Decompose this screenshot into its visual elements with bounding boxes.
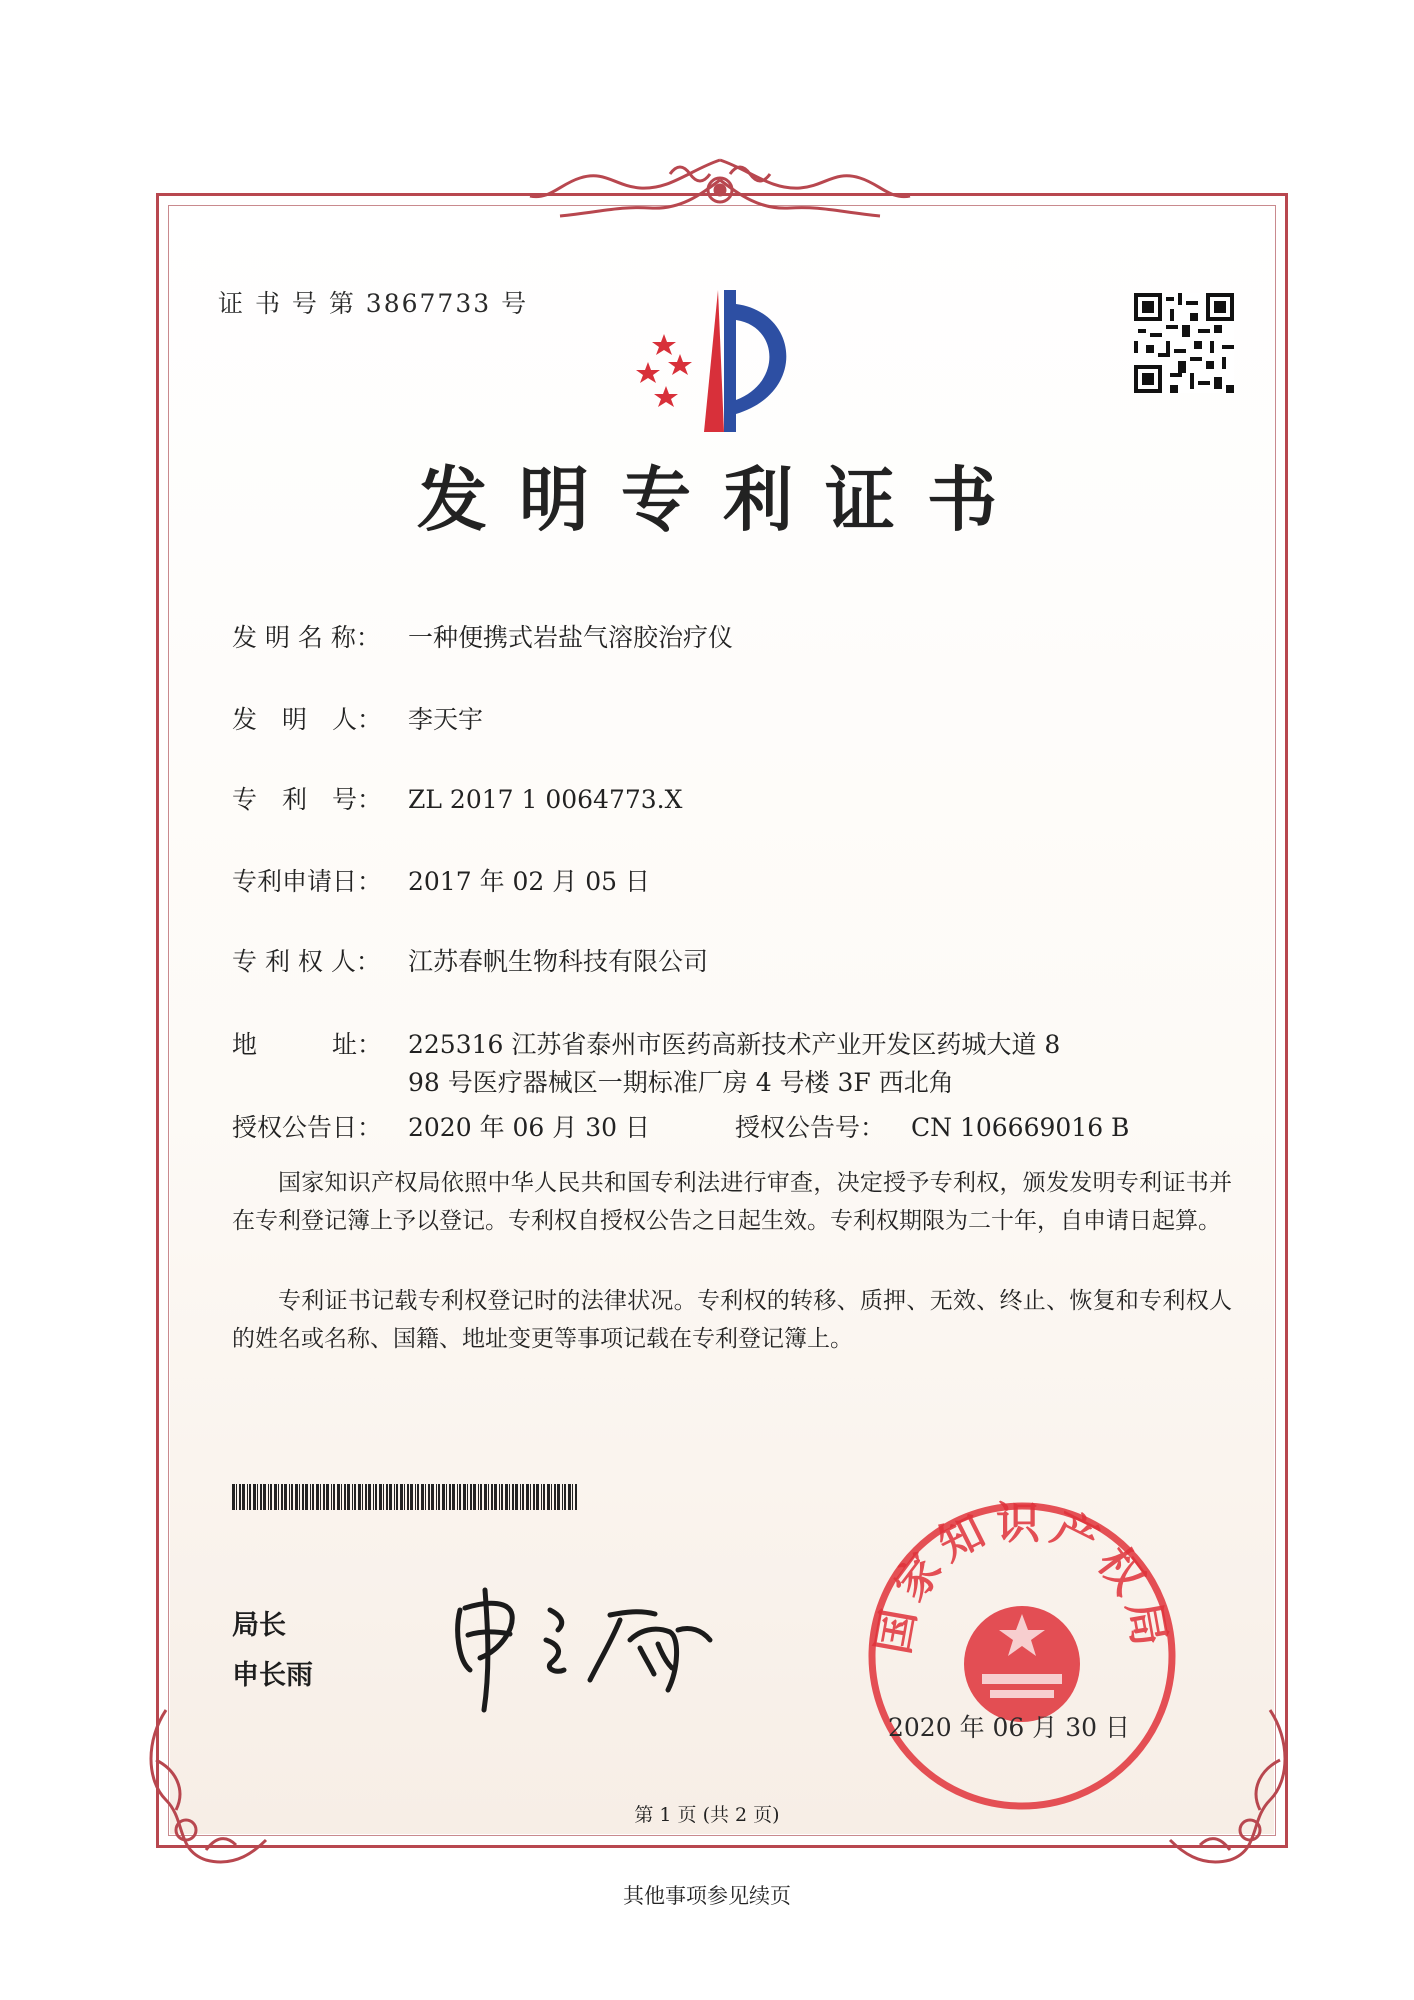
grant-number-label: 授权公告号： — [735, 1113, 886, 1142]
field-inventor — [232, 700, 483, 736]
grant-date-label: 授权公告日： — [232, 1113, 383, 1142]
statement-paragraph-1: 国家知识产权局依照中华人民共和国专利法进行审查，决定授予专利权，颁发发明专利证书并在专利登记簿上予以登记。专利权自授权公告之日起生效。专利权期限为二十年，自申请日起算。 — [232, 1170, 1232, 1234]
top-ornament — [520, 150, 920, 230]
statement-paragraph-2: 专利证书记载专利权登记时的法律状况。专利权的转移、质押、无效、终止、恢复和专利权人的姓名或名称、国籍、地址变更等事项记载在专利登记簿上。 — [232, 1288, 1232, 1352]
address-line-2: 98 号医疗器械区一期标准厂房 4 号楼 3F 西北角 — [408, 1068, 954, 1097]
footer-note: 其他事项参见续页 — [623, 1884, 791, 1908]
patentee-value: 江苏春帆生物科技有限公司 — [408, 947, 709, 976]
field-grant-announcement-date — [232, 1108, 650, 1144]
seal-date: 2020 年 06 月 30 日 — [888, 1713, 1130, 1742]
patentee-label: 专 利 权 人： — [232, 947, 381, 976]
director-title: 局长 — [232, 1610, 286, 1641]
seal-text: 国家知识产权局 — [867, 1497, 1177, 1658]
page-indicator: 第 1 页 (共 2 页) — [634, 1804, 780, 1826]
director-name: 申长雨 — [232, 1660, 313, 1691]
field-application-date — [232, 862, 650, 898]
application-date-value: 2017 年 02 月 05 日 — [408, 867, 650, 896]
grant-number-value: CN 106669016 B — [911, 1113, 1130, 1142]
inventor-label: 发 明 人： — [232, 705, 383, 734]
official-seal — [862, 1496, 1182, 1816]
field-address — [232, 1025, 1061, 1097]
address-line-1: 225316 江苏省泰州市医药高新技术产业开发区药城大道 8 — [408, 1030, 1061, 1059]
address-label: 地 址： — [232, 1030, 383, 1059]
field-patent-number — [232, 780, 682, 816]
inventor-value: 李天宇 — [408, 705, 484, 734]
barcode — [232, 1484, 578, 1510]
field-patentee — [232, 942, 708, 978]
patent-number-value: ZL 2017 1 0064773.X — [408, 785, 683, 814]
certificate-title: 发明专利证书 — [417, 458, 1029, 541]
invention-name-label: 发 明 名 称： — [232, 623, 381, 652]
patent-office-logo — [618, 282, 818, 442]
field-invention-name — [232, 618, 733, 654]
director-signature — [440, 1570, 740, 1720]
bottom-left-ornament — [136, 1700, 276, 1870]
certificate-number: 证 书 号 第 3867733 号 — [218, 289, 529, 318]
qr-code — [1134, 293, 1234, 393]
field-grant-announcement-number — [735, 1108, 1129, 1144]
invention-name-value: 一种便携式岩盐气溶胶治疗仪 — [408, 623, 734, 652]
application-date-label: 专利申请日： — [232, 867, 383, 896]
grant-date-value: 2020 年 06 月 30 日 — [408, 1113, 650, 1142]
patent-number-label: 专 利 号： — [232, 785, 383, 814]
